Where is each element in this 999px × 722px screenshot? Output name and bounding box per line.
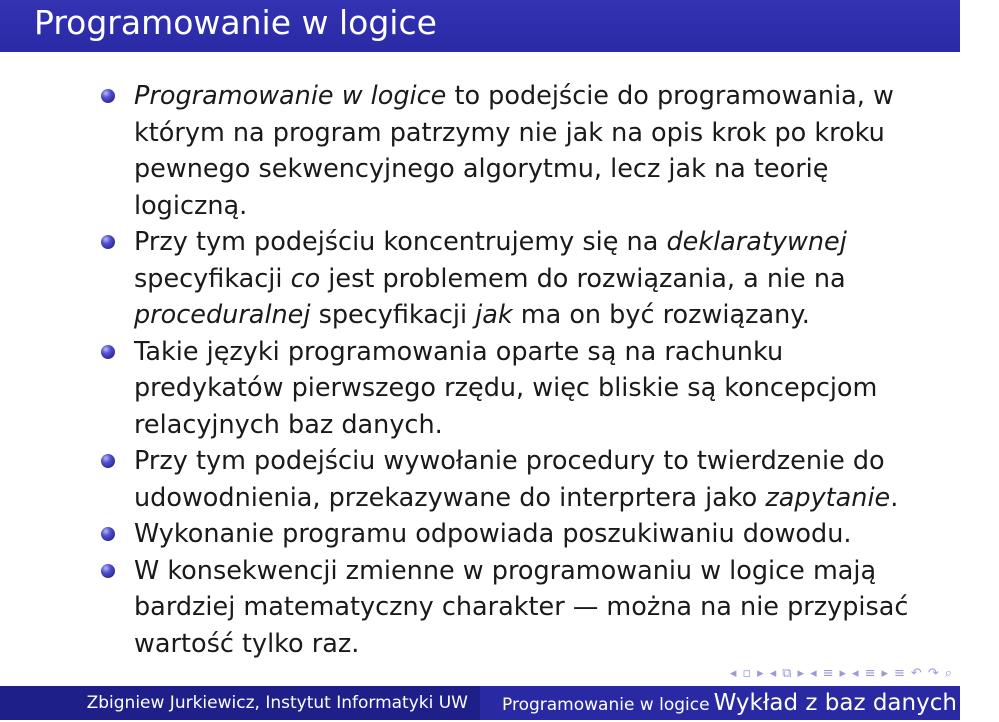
nav-symbol-icon[interactable]: ↷ bbox=[927, 666, 939, 681]
text: W konsekwencji zmienne w programowaniu w logice mają bardziej matematyczny charakter — można na nie przypisać wartość tylko raz. bbox=[134, 555, 909, 659]
text: Przy tym podejściu wywołanie procedury to twierdzenie do udowodnienia, przekazywane do interprtera jako bbox=[134, 446, 885, 513]
nav-symbol-icon[interactable]: ◂ bbox=[729, 666, 737, 681]
nav-symbol-icon[interactable]: ≡ bbox=[894, 666, 905, 681]
text: specyfikacji bbox=[310, 300, 476, 330]
slide-title: Programowanie w logice bbox=[34, 3, 437, 42]
emphasized-text: Programowanie w logice bbox=[134, 81, 447, 111]
footer-short-title: Programowanie w logice bbox=[502, 695, 710, 715]
emphasized-text: deklaratywnej bbox=[666, 227, 847, 257]
text: . bbox=[890, 482, 899, 513]
text: to podejście do programowania, w którym na program patrzymy nie jak na opis krok po kroku pewnego sekwencyjnego algorytmu, lecz jak na teorię logiczną. bbox=[134, 81, 894, 221]
nav-symbol-icon[interactable]: ≡ bbox=[864, 666, 876, 681]
bullet-icon bbox=[101, 564, 115, 578]
nav-symbol-icon[interactable]: ▸ bbox=[757, 666, 764, 681]
text: Wykonanie programu odpowiada poszukiwaniu dowodu. bbox=[134, 519, 852, 549]
footer bbox=[0, 686, 999, 720]
text: jest problemem do rozwiązania, a nie na bbox=[320, 263, 846, 294]
nav-symbol-icon[interactable]: ↶ bbox=[910, 666, 922, 681]
footer-title bbox=[480, 686, 999, 720]
text: specyfikacji bbox=[134, 263, 291, 294]
bullet-icon bbox=[101, 345, 115, 359]
nav-symbol-icon[interactable]: ◂ bbox=[852, 666, 859, 681]
bullet-item bbox=[0, 553, 960, 663]
nav-symbol-icon[interactable]: ⌕ bbox=[944, 666, 952, 681]
bullet-item bbox=[0, 334, 960, 444]
emphasized-text: co bbox=[290, 263, 321, 294]
nav-symbol-icon[interactable]: ⧉ bbox=[782, 666, 792, 681]
text: Przy tym podejściu koncentrujemy się na bbox=[134, 227, 667, 257]
text: Takie języki programowania oparte są na rachunku predykatów pierwszego rzędu, więc bliskie są koncepcjom relacyjnych baz danych. bbox=[134, 336, 878, 440]
footer-long-title: Wykład z baz danych dla bbox=[713, 690, 999, 716]
nav-symbol-icon[interactable]: ◂ bbox=[769, 666, 777, 681]
bullet-item bbox=[0, 516, 960, 553]
emphasized-text: jak bbox=[475, 300, 513, 330]
bullet-list bbox=[0, 78, 960, 662]
nav-symbol-icon[interactable]: ▸ bbox=[881, 666, 888, 681]
bullet-icon bbox=[101, 235, 115, 249]
nav-symbol-icon[interactable]: ▫ bbox=[742, 666, 752, 681]
bullet-item bbox=[0, 78, 960, 224]
nav-symbol-icon[interactable]: ◂ bbox=[810, 666, 817, 681]
bullet-icon bbox=[101, 527, 115, 541]
nav-symbol-icon[interactable]: ≡ bbox=[822, 666, 834, 681]
bullet-icon bbox=[101, 454, 115, 468]
text: ma on być rozwiązany. bbox=[512, 300, 810, 330]
bullet-item bbox=[0, 224, 960, 334]
footer-author: Zbigniew Jurkiewicz, Instytut Informatyki UW bbox=[0, 686, 480, 720]
nav-symbol-icon[interactable]: ▸ bbox=[839, 666, 847, 681]
navigation-bar bbox=[730, 665, 952, 683]
bullet-icon bbox=[101, 89, 115, 103]
title-bar bbox=[0, 0, 960, 52]
emphasized-text: zapytanie bbox=[765, 482, 891, 513]
bullet-item bbox=[0, 443, 960, 516]
emphasized-text: proceduralnej bbox=[134, 300, 311, 330]
nav-symbol-icon[interactable]: ▸ bbox=[797, 666, 805, 681]
